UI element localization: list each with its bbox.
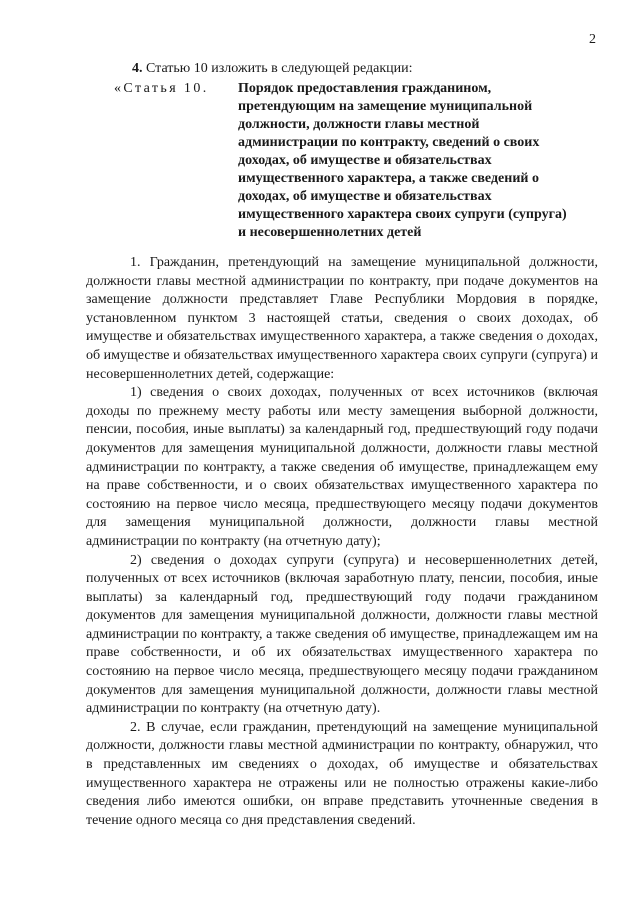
paragraph-2: 2. В случае, если гражданин, претендующий на замещение муниципальной должности, должности главы местной администрации по контракту, обнаружил, что в представленных им сведениях о доходах, об имуществе и обязательствах имущественного характера не отражены или не полностью отражены какие-либо сведения либо имеются ошибки, он вправе представить уточненные сведения в течение одного месяца со дня представления сведений. bbox=[86, 719, 598, 828]
article-body bbox=[86, 254, 598, 830]
page-number: 2 bbox=[589, 32, 596, 47]
amendment-text: Статью 10 изложить в следующей редакции: bbox=[146, 61, 413, 76]
paragraph-1: 1. Гражданин, претендующий на замещение муниципальной должности, должности главы местной администрации по контракту, при подаче документов на замещение должности представляет Главе Республики Мордовия в порядке, установленном пунктом 3 настоящей статьи, сведения о своих доходах, об имуществе и обязательствах имущественного характера, а также сведения о доходах, об имуществе и обязательствах имущественного характера своих супруги (супруга) и несовершеннолетних детей, содержащие: bbox=[86, 255, 598, 382]
article-title: Порядок предоставления гражданином, претендующим на замещение муниципальной должности, должности главы местной администрации по контракту, сведений о своих доходах, об имуществе и обязательствах имущественного характера, а также сведений о доходах, об имуществе и обязательствах имущественного характера своих супруги (супруга) и несовершеннолетних детей bbox=[238, 81, 567, 240]
amendment-line bbox=[132, 60, 413, 78]
article-label: «Статья 10. bbox=[114, 81, 209, 96]
paragraph-1-item-1: 1) сведения о своих доходах, полученных от всех источников (включая доходы по прежнему месту работы или месту замещения выборной должности, пенсии, пособия, иные выплаты) за календарный год, предшествующий году подачи документов для замещения муниципальной должности, должности главы местной администрации по контракту, а также сведения об имуществе, принадлежащем ему на праве собственности, и о своих обязательствах имущественного характера по состоянию на первое число месяца, предшествующего месяцу подачи документов для замещения муниципальной должности, должности главы местной администрации по контракту (на отчетную дату); bbox=[86, 385, 598, 549]
amendment-number: 4. bbox=[132, 61, 143, 76]
paragraph-1-item-2: 2) сведения о доходах супруги (супруга) и несовершеннолетних детей, полученных от всех источников (включая заработную плату, пенсии, пособия, иные выплаты) за календарный год, предшествующий году подачи гражданином документов для замещения муниципальной должности, должности главы местной администрации по контракту, а также сведения об имуществе, принадлежащем им на праве собственности, и об их обязательствах имущественного характера по состоянию на первое число месяца, предшествующего месяцу подачи гражданином документов для замещения муниципальной должности, должности главы местной администрации по контракту (на отчетную дату). bbox=[86, 552, 598, 717]
